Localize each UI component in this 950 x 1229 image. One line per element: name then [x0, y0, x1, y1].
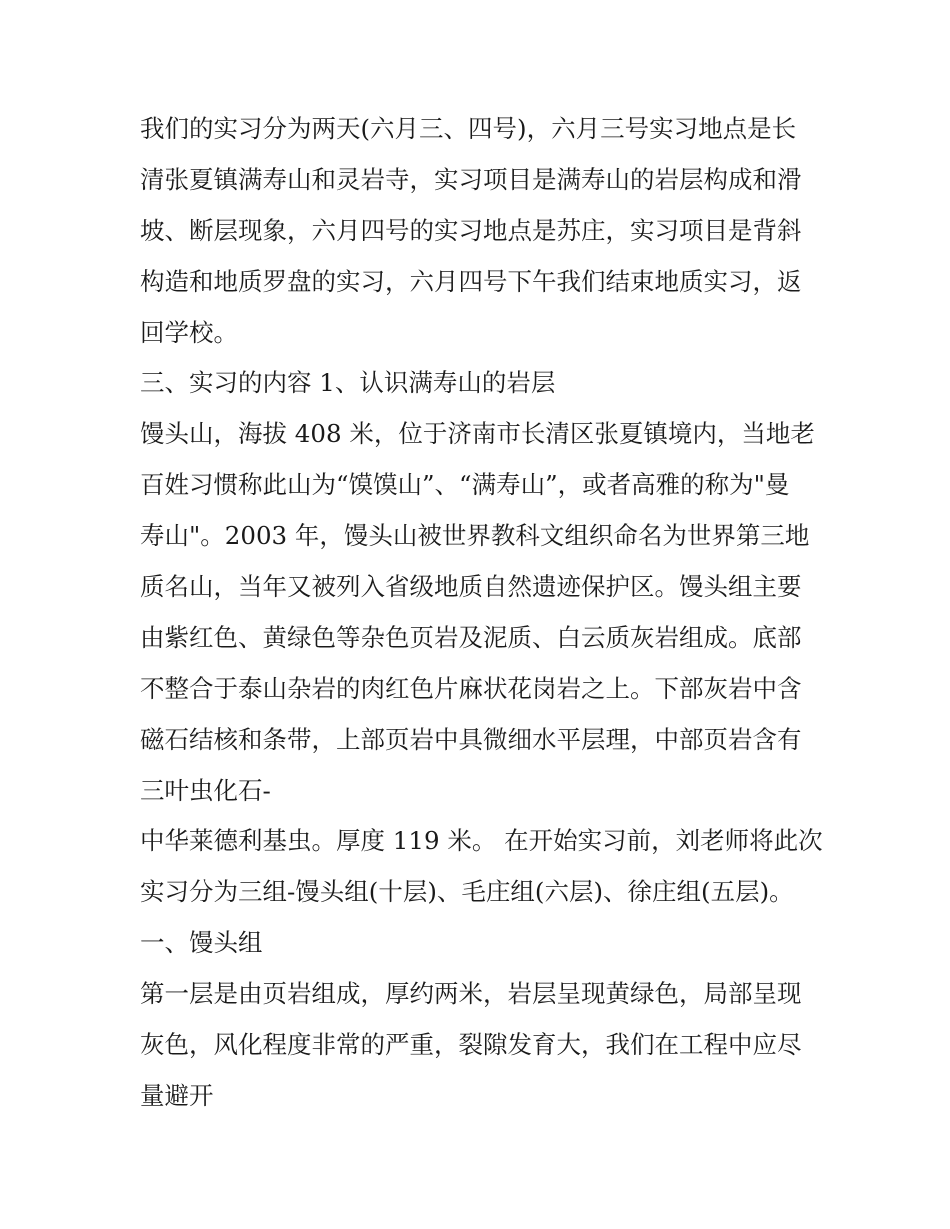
text-line-11: 由紫红色、黄绿色等杂色页岩及泥质、白云质灰岩组成。底部 [140, 623, 802, 652]
text-line-8: 百姓习惯称此山为“馍馍山”、“满寿山”，或者高雅的称为"曼 [140, 470, 790, 499]
text-line-3: 坡、断层现象，六月四号的实习地点是苏庄，实习项目是背斜 [140, 216, 802, 245]
text-line-5: 回学校。 [140, 318, 238, 347]
text-line-20: 量避开 [140, 1081, 214, 1110]
text-line-14: 三叶虫化石- [140, 776, 271, 805]
text-line-7: 馒头山，海拔 408 米，位于济南市长清区张夏镇境内，当地老 [140, 419, 815, 448]
text-line-1: 我们的实习分为两天(六月三、四号)，六月三号实习地点是长 [140, 114, 797, 143]
text-line-12: 不整合于泰山杂岩的肉红色片麻状花岗岩之上。下部灰岩中含 [140, 674, 802, 703]
text-line-9: 寿山"。2003 年，馒头山被世界教科文组织命名为世界第三地 [140, 521, 810, 550]
subsection-heading: 一、馒头组 [140, 928, 263, 957]
text-line-13: 磁石结核和条带，上部页岩中具微细水平层理，中部页岩含有 [140, 725, 802, 754]
text-line-2: 清张夏镇满寿山和灵岩寺，实习项目是满寿山的岩层构成和滑 [140, 165, 802, 194]
text-line-4: 构造和地质罗盘的实习，六月四号下午我们结束地质实习，返 [140, 267, 802, 296]
section-heading: 三、实习的内容 1、认识满寿山的岩层 [140, 368, 556, 397]
text-line-15: 中华莱德利基虫。厚度 119 米。 在开始实习前，刘老师将此次 [140, 826, 823, 855]
text-line-16: 实习分为三组-馒头组(十层)、毛庄组(六层)、徐庄组(五层)。 [140, 877, 794, 906]
text-line-10: 质名山，当年又被列入省级地质自然遗迹保护区。馒头组主要 [140, 572, 802, 601]
text-line-18: 第一层是由页岩组成，厚约两米，岩层呈现黄绿色，局部呈现 [140, 979, 802, 1008]
text-line-19: 灰色，风化程度非常的严重，裂隙发育大，我们在工程中应尽 [140, 1030, 802, 1059]
